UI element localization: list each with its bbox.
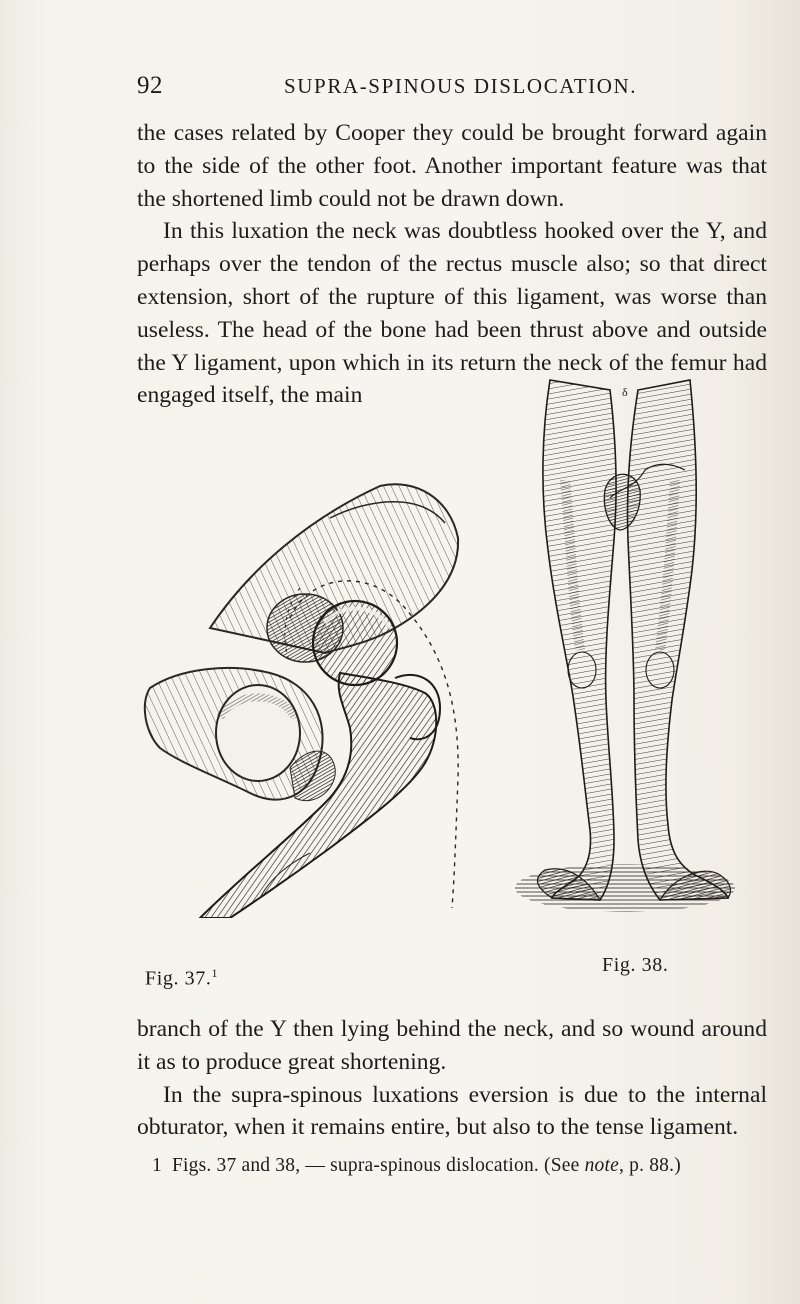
footnote-note-word: note: [584, 1155, 619, 1176]
figure-37-label: Fig. 37.: [145, 967, 212, 990]
page-number: 92: [137, 72, 163, 99]
paragraph: In the supra-spinous luxations eversion is due to the internal obturator, when it remains entire, but also to the tense ligament.: [137, 1081, 767, 1141]
body-text-top: [137, 117, 767, 412]
figure-37-caption: [145, 966, 218, 991]
footnote-page-ref: , p. 88.): [618, 1155, 681, 1176]
body-text-bottom: [137, 1013, 767, 1144]
footnote-ref: 1: [211, 966, 219, 980]
footnote-text: Figs. 37 and 38, — supra-spinous dislocation. (See: [171, 1155, 585, 1176]
figure-38-illustration: [510, 370, 740, 935]
paragraph: In this luxation the neck was doubtless hooked over the Y, and perhaps over the tendon of the rectus muscle also; so that direct extension, short of the rupture of this ligament, was worse than useless. The head of the bone had been thrust above and outside the Y ligament, upon which in its return the neck of the femur had engaged itself, the main: [137, 218, 767, 409]
paragraph: branch of the Y then lying behind the neck, and so wound around it as to produce great shortening.: [137, 1016, 767, 1075]
svg-text:δ: δ: [622, 385, 628, 399]
figure-38-caption: Fig. 38.: [602, 954, 669, 976]
figure-37-illustration: [140, 478, 460, 918]
footnote-marker: 1: [152, 1155, 162, 1176]
paragraph: the cases related by Cooper they could be brought forward again to the side of the other foot. Another important feature was that the shortened limb could not be drawn down.: [137, 120, 767, 212]
footnote: [152, 1155, 681, 1177]
running-head: SUPRA-SPINOUS DISLOCATION.: [284, 74, 638, 98]
page-header: [137, 72, 697, 108]
